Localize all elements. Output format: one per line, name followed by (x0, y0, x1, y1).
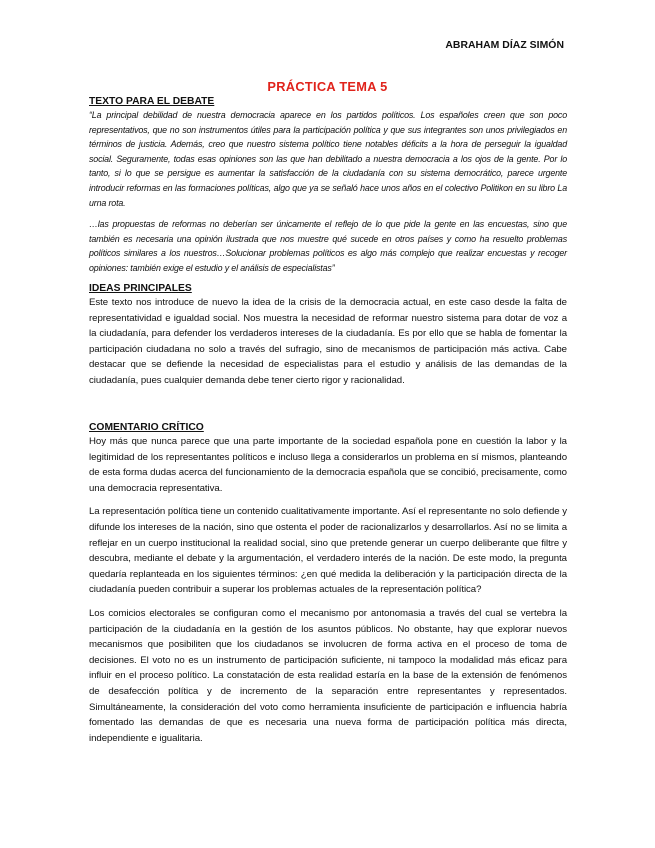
debate-section (89, 95, 567, 276)
debate-quote-2: …las propuestas de reformas no deberían ser únicamente el reflejo de lo que pide la gente en las encuestas, sino que también es necesaria una opinión ilustrada que nos muestre qué sucede en otros países y como ha resuelto problemas políticos similares a los nuestros…Solucionar problemas políticos es algo más complejo que realizar encuestas y recoger opiniones: también exige el estudio y el análisis de especialistas” (89, 219, 567, 273)
debate-heading: TEXTO PARA EL DEBATE (89, 96, 215, 107)
comment-paragraph-3: Los comicios electorales se configuran como el mecanismo por antonomasia a través del cual se vertebra la participación de la ciudadanía en la gestión de los asuntos públicos. No obstante, hay que explorar nuevos mecanismos que posibiliten que los ciudadanos se involucren de forma activa en el proceso de toma de decisiones. El voto no es un instrumento de participación suficiente, ni tampoco la modalidad más eficaz para influir en el proceso político. La constatación de esta realidad estaría en la base de la extensión de fenómenos de desafección política y de incremento de la separación entre representantes y representados. Simultáneamente, la consideración del voto como herramienta insuficiente de participación e influencia habría fomentado las demandas de que es necesaria una nueva forma de participación política más directa, independiente e igualitaria. (89, 607, 567, 744)
ideas-heading: IDEAS PRINCIPALES (89, 283, 192, 294)
author-name: ABRAHAM DÍAZ SIMÓN (445, 40, 564, 51)
debate-quote-1: “La principal debilidad de nuestra democracia aparece en los partidos políticos. Los españoles creen que son poco representativos, que no son instrumentos útiles para la participación política y que sus integrantes son unos privilegiados en términos de justicia. Además, creo que nuestro sistema político tiene notables déficits a la hora de perseguir la igualdad social. Seguramente, todas esas opiniones son las que han debilitado a nuestra democracia a los ojos de la gente. Por lo tanto, si lo que se persigue es aumentar la satisfacción de la ciudadanía con su sistema democrático, parece urgente introducir reformas en las formaciones políticas, algo que ya se señaló hace unos años en el colectivo Politikon en su libro La urna rota. (89, 110, 567, 208)
ideas-section (89, 282, 567, 389)
page-title: PRÁCTICA TEMA 5 (267, 79, 388, 94)
comment-heading: COMENTARIO CRÍTICO (89, 422, 204, 433)
comment-paragraph-1: Hoy más que nunca parece que una parte importante de la sociedad española pone en cuestión la labor y la legitimidad de los representantes políticos e incluso llega a considerarlos un problema en sí mismos, planteando de esta forma dudas acerca del funcionamiento de la democracia española que se concibió, precisamente, como una democracia representativa. (89, 436, 567, 494)
comment-paragraph-2: La representación política tiene un contenido cualitativamente importante. Así el representante no solo defiende y difunde los intereses de la nación, sino que ostenta el poder de racionalizarlos y desarrollarlos. Así no se limita a reflejar en un cuerpo institucional la realidad social, sino que pretende generar un cuerpo deliberante que filtre y descubra, mediante el debate y la argumentación, el verdadero interés de la nación. De este modo, la pregunta quedaría replanteada en los siguientes términos: ¿en qué medida la deliberación y la participación directa de la ciudadanía pueden contribuir a superar los problemas actuales de la representación política? (89, 506, 567, 596)
ideas-paragraph: Este texto nos introduce de nuevo la idea de la crisis de la democracia actual, en este caso desde la falta de representatividad e igualdad social. Nos muestra la necesidad de reformar nuestro sistema para dotar de voz a la ciudadanía, para defender los verdaderos intereses de la ciudadanía. Es por ello que se habla de fomentar la participación ciudadana no solo a través del sufragio, sino de mecanismos de participación más activa. Cabe destacar que se defiende la necesidad de especialistas para el estudio y análisis de las demandas de la ciudadanía, pues cualquier demanda debe tener cierto rigor y racionalidad. (89, 297, 567, 386)
comment-section (89, 421, 567, 746)
